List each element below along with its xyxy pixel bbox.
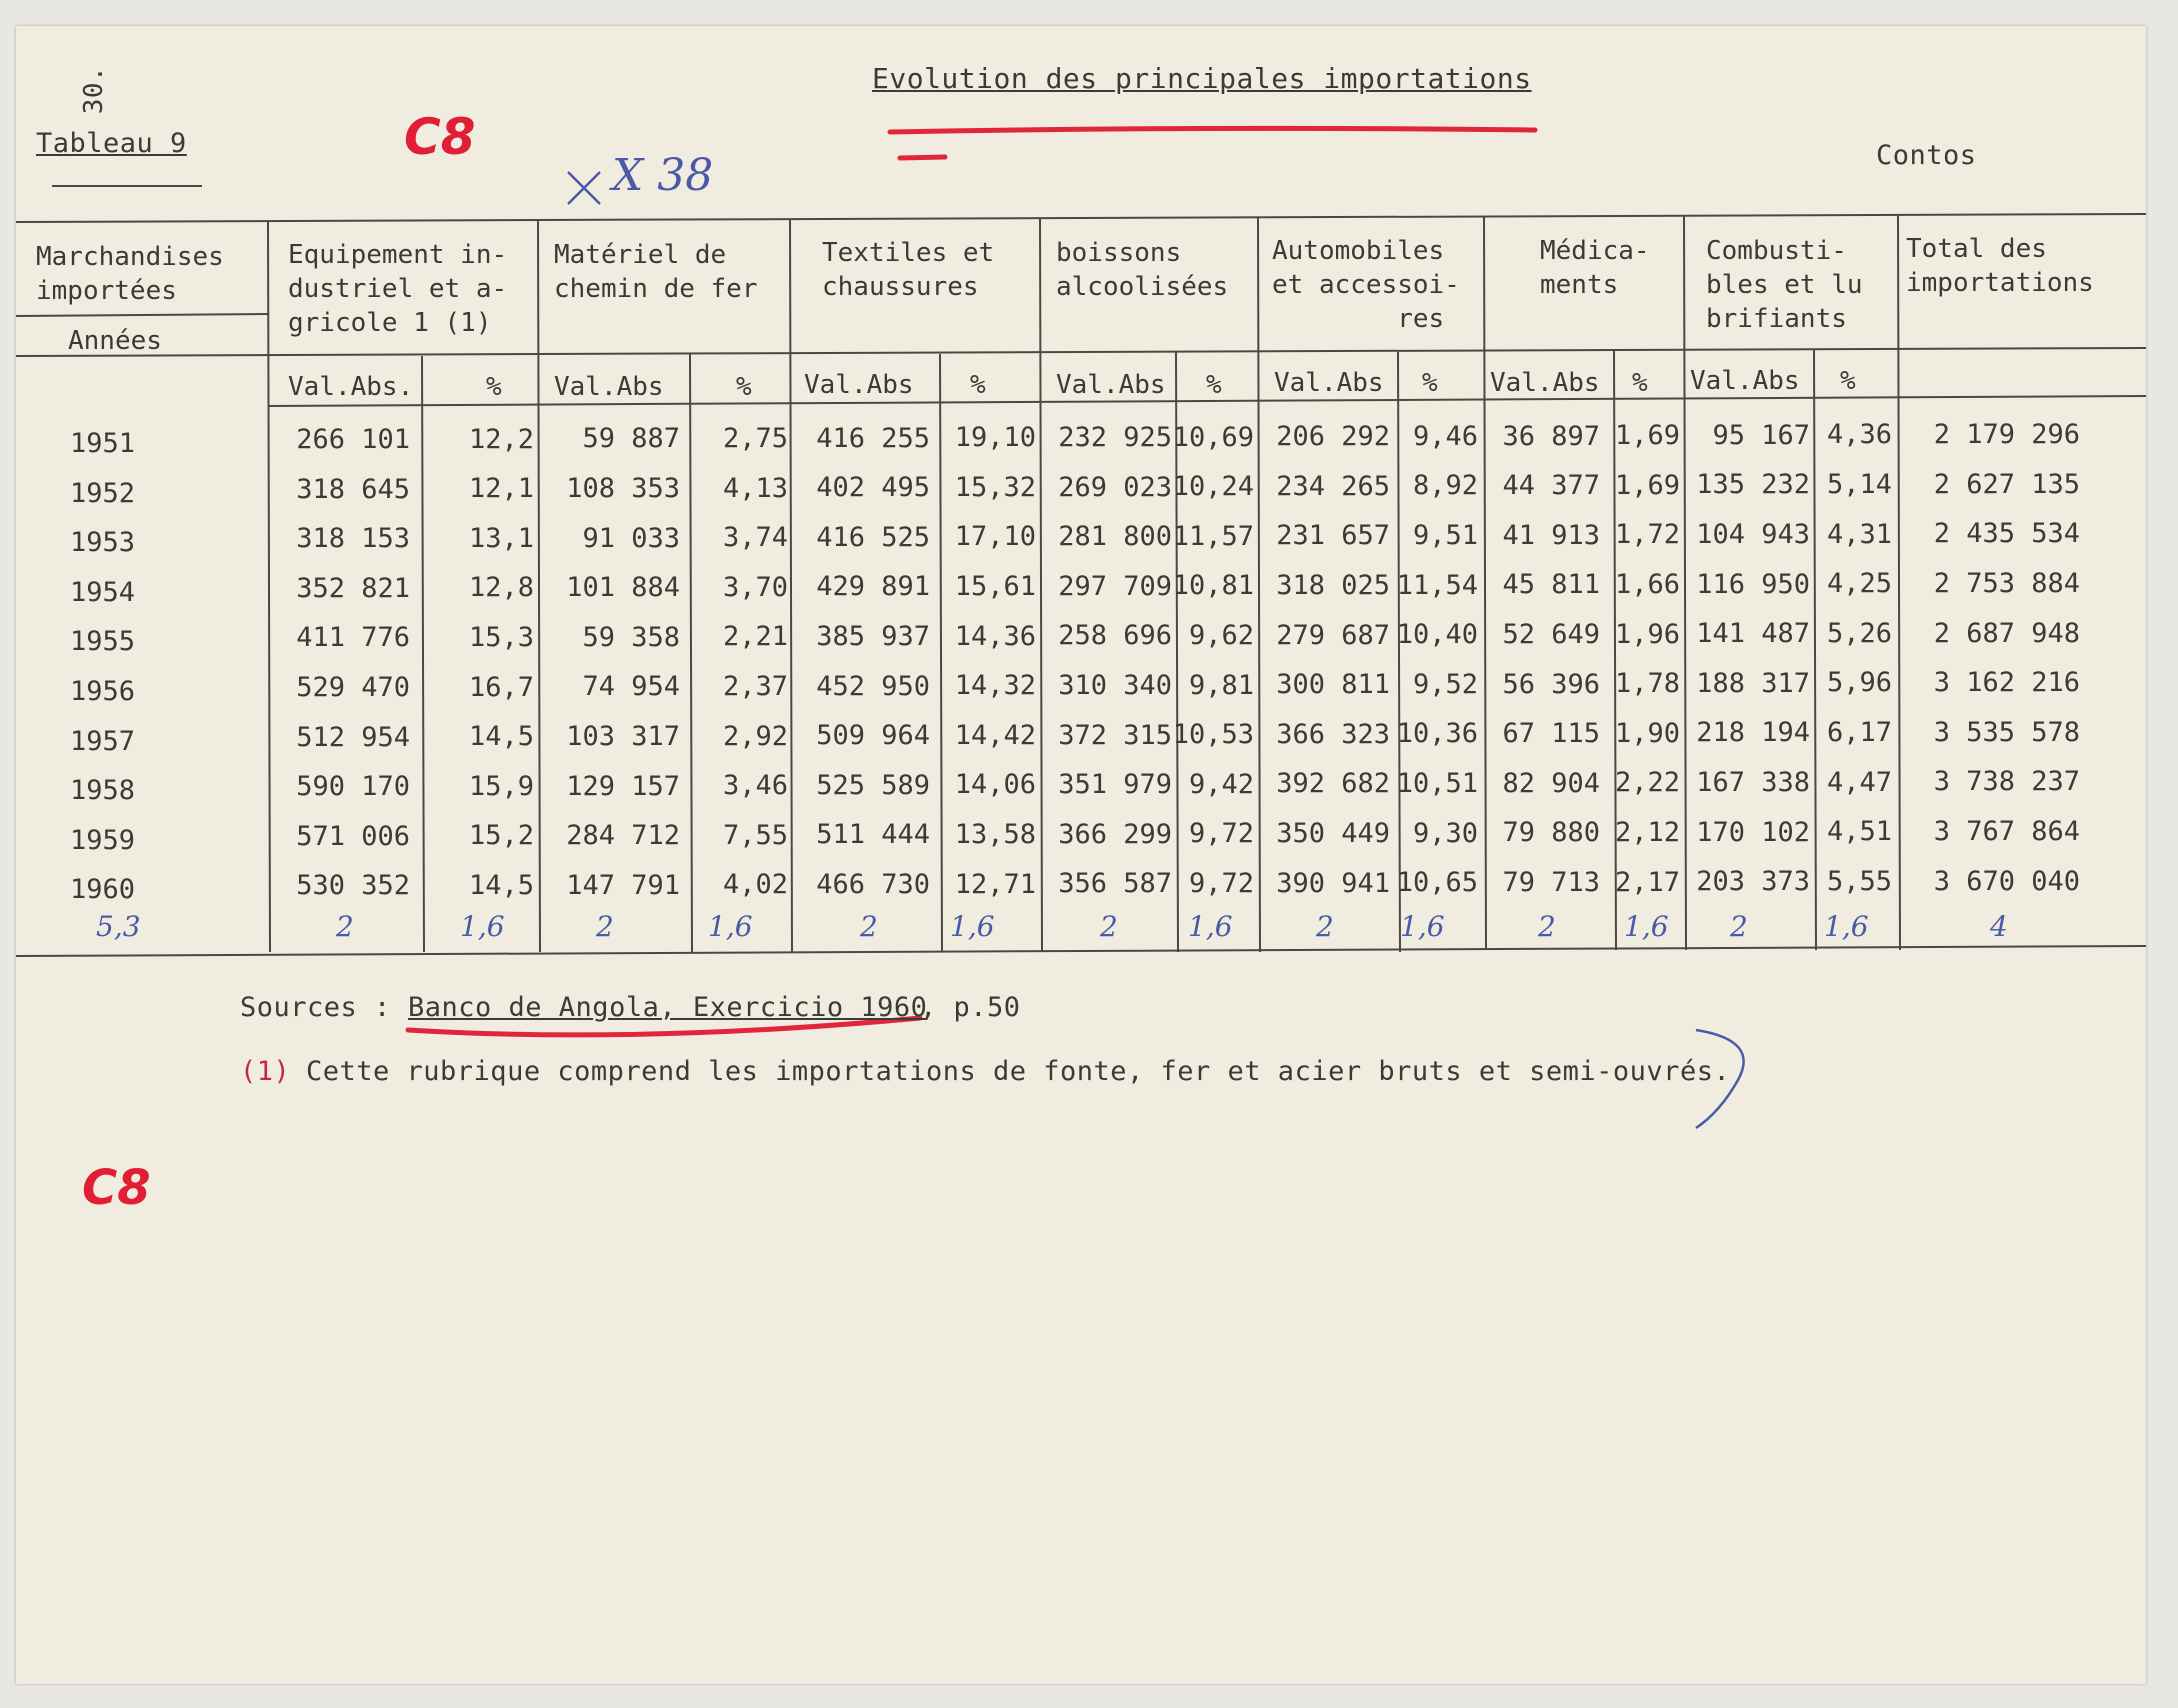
table-cell: 188 317 [1696,667,1810,699]
red-annotation-c8-bottom: C8 [82,1160,151,1216]
row-year: 1952 [70,477,136,509]
sources-prefix: Sources : [240,992,391,1023]
table-cell: 3,70 [722,571,788,603]
table-cell: 2,21 [722,621,788,653]
table-cell: 3 738 237 [1933,766,2080,798]
table-cell: 1,69 [1614,469,1680,501]
table-cell: 44 377 [1502,470,1600,502]
table-cell: 14,5 [468,721,534,753]
row-year: 1953 [70,527,136,559]
row-year: 1957 [70,725,136,757]
table-cell: 366 299 [1058,818,1172,850]
table-cell: 1,66 [1614,568,1680,600]
sub-label: Val.Abs [1274,368,1384,398]
table-cell: 5,26 [1826,617,1892,649]
table-cell: 10,24 [1172,471,1254,503]
width-note: 2 [860,910,878,943]
table-cell: 366 323 [1276,718,1390,750]
table-cell: 372 315 [1058,719,1172,751]
table-cell: 2 435 534 [1933,518,2080,550]
header-equipement: Equipement in- dustriel et a- gricole 1 (1) [288,240,508,338]
table-cell: 452 950 [816,670,930,702]
sources-page: , p.50 [920,992,1021,1023]
table-cell: 45 811 [1502,569,1600,601]
sources-text: Banco de Angola, Exercicio 1960 [408,992,928,1023]
table-cell: 14,42 [954,719,1036,751]
sub-label: Val.Abs [804,370,914,400]
table-cell: 13,1 [468,522,534,554]
red-annotation-c8-top: C8 [404,108,476,166]
table-cell: 352 821 [296,572,410,604]
table-cell: 116 950 [1696,568,1810,600]
table-cell: 10,65 [1396,867,1478,899]
table-cell: 416 525 [816,521,930,553]
table-cell: 14,5 [468,870,534,902]
table-cell: 5,96 [1826,667,1892,699]
width-note: 2 [336,910,354,943]
sub-label: % [486,372,502,402]
header-automobiles: Automobiles et accessoi- res [1272,236,1460,334]
table-cell: 141 487 [1696,618,1810,650]
width-note: 2 [596,910,614,943]
table-cell: 356 587 [1058,868,1172,900]
table-cell: 9,81 [1188,669,1254,701]
width-note: 1,6 [708,910,753,943]
table-cell: 19,10 [954,422,1036,454]
table-cell: 350 449 [1276,818,1390,849]
table-cell: 402 495 [816,472,930,504]
width-note: 2 [1538,910,1556,943]
table-cell: 15,61 [954,571,1036,603]
row-year: 1955 [70,626,136,658]
sub-label: Val.Abs. [288,372,414,402]
table-cell: 2,75 [722,422,788,454]
row-label-line2: importées [36,276,177,306]
page-title: Evolution des principales importations [872,62,1532,95]
table-cell: 2,92 [722,720,788,752]
width-note: 1,6 [950,910,995,943]
width-note: 1,6 [1188,910,1233,943]
table-cell: 135 232 [1696,469,1810,501]
table-cell: 509 964 [816,720,930,752]
width-note: 1,6 [460,910,505,943]
x38-annotation: X 38 [612,150,714,201]
table-cell: 15,32 [954,471,1036,503]
table-cell: 512 954 [296,721,410,753]
header-textiles: Textiles et chaussures [822,238,995,302]
row-label-line1: Marchandises [36,242,224,272]
table-cell: 16,7 [468,671,534,703]
table-cell: 10,53 [1172,719,1254,751]
table-cell: 9,52 [1412,668,1478,700]
table-cell: 59 887 [582,423,680,455]
table-cell: 203 373 [1696,866,1810,898]
table-cell: 10,36 [1396,718,1478,750]
table-cell: 15,3 [468,622,534,654]
table-cell: 79 880 [1502,817,1600,849]
sub-label: Val.Abs [1490,368,1600,398]
row-label-line3: Années [68,326,162,356]
table-label: Tableau 9 [36,128,187,159]
table-cell: 170 102 [1696,816,1810,848]
table-cell: 231 657 [1276,520,1390,552]
table-cell: 529 470 [296,672,410,703]
table-cell: 79 713 [1502,866,1600,898]
table-cell: 129 157 [566,770,680,802]
table-cell: 5,55 [1826,865,1892,897]
unit-label: Contos [1876,140,1977,171]
table-cell: 101 884 [566,572,680,604]
table-cell: 10,40 [1396,619,1478,651]
table-cell: 3 767 864 [1933,815,2080,847]
table-cell: 3 162 216 [1933,667,2080,699]
sub-label: % [1206,370,1222,400]
table-cell: 411 776 [296,622,410,654]
table-cell: 14,32 [954,670,1036,702]
table-cell: 4,13 [722,472,788,504]
sub-label: % [1422,368,1438,398]
table-cell: 429 891 [816,571,930,603]
table-cell: 9,42 [1188,768,1254,800]
width-note: 4 [1990,910,2008,943]
table-cell: 41 913 [1502,519,1600,551]
table-cell: 3,74 [722,522,788,554]
table-cell: 590 170 [296,771,410,803]
table-cell: 10,69 [1172,421,1254,453]
table-cell: 82 904 [1502,767,1600,799]
sub-label: % [970,370,986,400]
table-cell: 74 954 [582,671,680,703]
table-cell: 2,22 [1614,767,1680,799]
row-year: 1958 [70,775,136,807]
table-cell: 392 682 [1276,768,1390,800]
width-note: 1,6 [1624,910,1669,943]
table-cell: 36 897 [1502,420,1600,452]
table-cell: 12,8 [468,572,534,604]
table-cell: 2 753 884 [1933,567,2080,599]
table-cell: 297 709 [1058,570,1172,602]
table-cell: 9,46 [1412,420,1478,452]
row-year: 1959 [70,824,136,856]
sub-label: Val.Abs [1056,370,1166,400]
footnote-marker: (1) [240,1056,291,1087]
header-total: Total des importations [1906,234,2094,298]
table-cell: 11,54 [1396,569,1478,601]
table-cell: 525 589 [816,769,930,801]
sub-label: % [1840,366,1856,396]
table-cell: 4,02 [722,869,788,901]
row-year: 1956 [70,676,136,707]
table-cell: 10,81 [1172,570,1254,602]
table-cell: 12,2 [468,423,534,455]
table-cell: 1,72 [1614,519,1680,551]
header-medicaments: Médica- ments [1540,236,1650,300]
table-cell: 1,69 [1614,420,1680,452]
table-cell: 14,36 [954,620,1036,652]
table-cell: 15,9 [468,770,534,802]
table-cell: 258 696 [1058,620,1172,652]
table-cell: 232 925 [1058,421,1172,453]
table-cell: 9,51 [1412,520,1478,552]
table-cell: 218 194 [1696,717,1810,749]
width-note: 2 [1730,910,1748,943]
table-cell: 4,51 [1826,816,1892,848]
table-cell: 318 153 [296,523,410,555]
table-cell: 390 941 [1276,867,1390,899]
table-cell: 10,51 [1396,768,1478,800]
row-year: 1960 [70,874,136,906]
table-cell: 3 670 040 [1933,865,2080,897]
table-cell: 3 535 578 [1933,716,2080,748]
table-cell: 103 317 [566,720,680,752]
table-cell: 279 687 [1276,619,1390,651]
table-cell: 4,31 [1826,518,1892,550]
table-cell: 108 353 [566,472,680,504]
table-cell: 4,25 [1826,568,1892,600]
table-cell: 147 791 [566,869,680,901]
table-cell: 52 649 [1502,618,1600,650]
table-cell: 1,90 [1614,717,1680,749]
header-boissons: boissons alcoolisées [1056,238,1229,302]
table-cell: 466 730 [816,869,930,900]
row-year: 1954 [70,576,136,608]
table-cell: 530 352 [296,870,410,902]
table-cell: 15,2 [468,820,534,852]
table-cell: 11,57 [1172,520,1254,552]
width-note: 2 [1100,910,1118,943]
table-cell: 318 025 [1276,570,1390,601]
width-note: 2 [1316,910,1334,943]
table-cell: 12,71 [954,868,1036,900]
table-cell: 17,10 [954,521,1036,553]
width-note: 1,6 [1400,910,1445,943]
table-cell: 167 338 [1696,767,1810,798]
width-note: 5,3 [96,910,141,943]
table-cell: 571 006 [296,820,410,852]
table-cell: 416 255 [816,422,930,454]
footnote-text: Cette rubrique comprend les importations de fonte, fer et acier bruts et semi-ouvrés. [306,1056,1731,1087]
table-cell: 13,58 [954,819,1036,851]
table-cell: 385 937 [816,621,930,652]
table-cell: 9,72 [1188,867,1254,899]
table-cell: 91 033 [582,522,680,554]
table-cell: 310 340 [1058,669,1172,701]
sub-label: % [736,372,752,402]
table-cell: 281 800 [1058,521,1172,553]
table-cell: 3,46 [722,770,788,802]
sub-label: Val.Abs [554,372,664,402]
table-cell: 67 115 [1502,718,1600,750]
table-cell: 2 179 296 [1933,419,2080,451]
table-cell: 9,62 [1188,619,1254,651]
table-cell: 4,47 [1826,766,1892,798]
width-note: 1,6 [1824,910,1869,943]
table-cell: 14,06 [954,769,1036,801]
table-cell: 56 396 [1502,668,1600,700]
table-cell: 1,96 [1614,618,1680,650]
table-cell: 4,36 [1826,419,1892,451]
row-year: 1951 [70,428,136,459]
table-cell: 206 292 [1276,421,1390,453]
table-cell: 2,12 [1614,816,1680,848]
table-cell: 269 023 [1058,471,1172,503]
table-cell: 9,72 [1188,818,1254,850]
table-cell: 104 943 [1696,519,1810,550]
table-cell: 9,30 [1412,817,1478,849]
table-cell: 7,55 [722,819,788,851]
table-cell: 12,1 [468,473,534,505]
table-cell: 318 645 [296,473,410,505]
table-cell: 234 265 [1276,470,1390,502]
table-cell: 2,37 [722,670,788,702]
table-cell: 95 167 [1712,419,1810,451]
table-cell: 351 979 [1058,769,1172,801]
page-number: 30. [79,65,110,115]
table-cell: 5,14 [1826,469,1892,501]
header-materiel: Matériel de chemin de fer [554,240,758,304]
table-cell: 284 712 [566,820,680,852]
table-cell: 2,17 [1614,866,1680,898]
table-cell: 1,78 [1614,668,1680,700]
table-cell: 300 811 [1276,669,1390,701]
table-cell: 2 627 135 [1933,468,2080,500]
table-cell: 266 101 [296,424,410,455]
table-cell: 6,17 [1826,717,1892,749]
sub-label: Val.Abs [1690,366,1800,396]
sub-label: % [1632,368,1648,398]
table-cell: 8,92 [1412,470,1478,502]
table-cell: 511 444 [816,819,930,851]
table-cell: 2 687 948 [1933,617,2080,649]
table-cell: 59 358 [582,621,680,653]
header-combustibles: Combusti- bles et lu brifiants [1706,236,1863,334]
